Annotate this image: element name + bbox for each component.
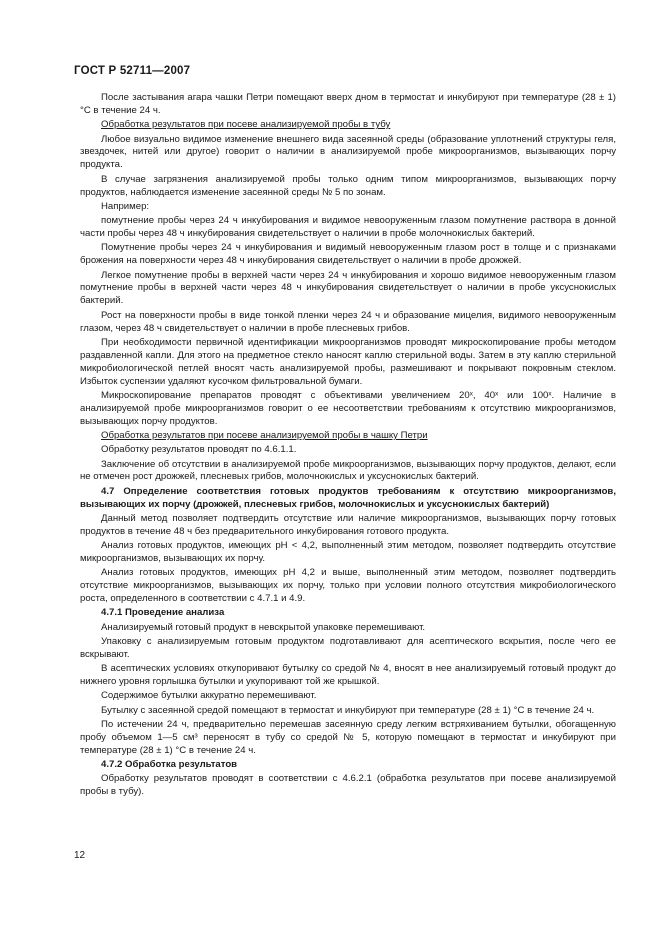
paragraph: По истечении 24 ч, предварительно перемешав засеянную среду легким встряхиванием бутылки, обогащенную пробу объемом 1—5 см³ переносят в тубу со средой № 5, которую помещают в термостат и инкубируют при температуре (28 ± 1) °С в течение 24 ч. (80, 719, 616, 756)
paragraph: Рост на поверхности пробы в виде тонкой пленки через 24 ч и образование мицелия, видимого невооруженным глазом, через 48 ч свидетельствует о наличии в пробе плесневых грибов. (80, 309, 616, 334)
paragraph: Обработку результатов проводят в соответствии с 4.6.2.1 (обработка результатов при посеве анализируемой пробы в тубу). (80, 773, 616, 798)
paragraph: Анализ готовых продуктов, имеющих рН < 4,2, выполненный этим методом, позволяет подтвердить отсутствие микроорганизмов, вызывающих их порчу. (80, 540, 616, 565)
section-heading-4-7-2: 4.7.2 Обработка результатов (101, 759, 238, 771)
standard-header: ГОСТ Р 52711—2007 (74, 65, 191, 77)
paragraph: Бутылку с засеянной средой помещают в термостат и инкубируют при температуре (28 ± 1) °С в течение 24 ч. (101, 704, 595, 716)
paragraph: Заключение об отсутствии в анализируемой пробе микроорганизмов, вызывающих порчу продуктов, делают, если не отмечен рост дрожжей, плесневых грибов, молочнокислых и уксуснокислых бактерий. (80, 458, 616, 483)
paragraph: Легкое помутнение пробы в верхней части через 24 ч инкубирования и хорошо видимое невооруженным глазом помутнение пробы в верхней части через 48 ч инкубирования свидетельствует о наличии в пробе уксуснокислых бактерий. (80, 269, 616, 307)
paragraph: Обработку результатов проводят по 4.6.1.1. (101, 444, 297, 456)
paragraph: Микроскопирование препаратов проводят с объективами увеличением 20ˣ, 40ˣ или 100ˣ. Наличие в анализируемой пробе микроорганизмов говорит о ее несоответствии требованиям к отсутствию микроорганизмов, вызывающих порчу продуктов. (80, 389, 616, 427)
subheading-petri (80, 430, 616, 443)
paragraph: Например: (101, 200, 150, 212)
paragraph: Анализ готовых продуктов, имеющих рН 4,2 и выше, выполненный этим методом, позволяет подтвердить отсутствие микроорганизмов, вызывающих их порчу, только при условии полного отсутствия микробиологического роста, определенного в соответствии с 4.7.1 и 4.9. (80, 567, 616, 605)
paragraph: Упаковку с анализируемым готовым продуктом подготавливают для асептического вскрытия, после чего ее вскрывают. (80, 636, 616, 660)
paragraph: помутнение пробы через 24 ч инкубирования и видимое невооруженным глазом помутнение раствора в донной части пробы через 48 ч инкубирования свидетельствует о наличии в пробе молочнокислых бактерий. (80, 215, 616, 240)
page-body (80, 92, 616, 801)
paragraph: В асептических условиях откупоривают бутылку со средой № 4, вносят в нее анализируемый готовый продукт до нижнего уровня горлышка бутылки и укупоривают той же крышкой. (80, 663, 616, 688)
paragraph: Анализируемый готовый продукт в невскрытой упаковке перемешивают. (101, 621, 426, 633)
section-heading-4-7: 4.7 Определение соответствия готовых продуктов требованиям к отсутствию микроорганизмов, вызывающих их порчу (дрожжей, плесневых грибов, молочнокислых и уксуснокислых бактерий) (80, 485, 616, 510)
paragraph: В случае загрязнения анализируемой пробы только одним типом микроорганизмов, вызывающих порчу продуктов, наблюдается изменение засеянной среды № 5 по зонам. (80, 173, 616, 198)
subheading-text: Обработка результатов при посеве анализируемой пробы в чашку Петри (101, 429, 428, 441)
paragraph: Содержимое бутылки аккуратно перемешивают. (101, 690, 317, 702)
subheading-text: Обработка результатов при посеве анализируемой пробы в тубу (101, 119, 391, 131)
subheading-tube (80, 119, 616, 132)
paragraph: Помутнение пробы через 24 ч инкубирования и видимый невооруженным глазом рост в толще и с признаками брожения на поверхности через 48 ч инкубирования свидетельствует о наличии в пробе дрожжей. (80, 242, 616, 267)
section-heading-4-7-1: 4.7.1 Проведение анализа (101, 607, 225, 619)
paragraph: После застывания агара чашки Петри помещают вверх дном в термостат и инкубируют при температуре (28 ± 1) °С в течение 24 ч. (80, 92, 616, 116)
paragraph: Данный метод позволяет подтвердить отсутствие или наличие микроорганизмов, вызывающих порчу готовых продуктов в течение 48 ч без предварительного инкубирования готового продукта. (80, 512, 616, 537)
page-number: 12 (74, 850, 86, 861)
paragraph: При необходимости первичной идентификации микроорганизмов проводят микроскопирование пробы методом раздавленной капли. Для этого на предметное стекло наносят каплю стерильной воды. Затем в эту каплю стерильной микробиологической петлей вносят часть анализируемой пробы, размешивают и покрывают покровным стеклом. Избыток суспензии удаляют кусочком фильтровальной бумаги. (80, 336, 616, 387)
paragraph: Любое визуально видимое изменение внешнего вида засеянной среды (образование уплотнений структуры геля, звездочек, нитей или другое) говорит о наличии в анализируемой пробе микроорганизмов, вызывающих порчу продукта. (80, 133, 616, 171)
